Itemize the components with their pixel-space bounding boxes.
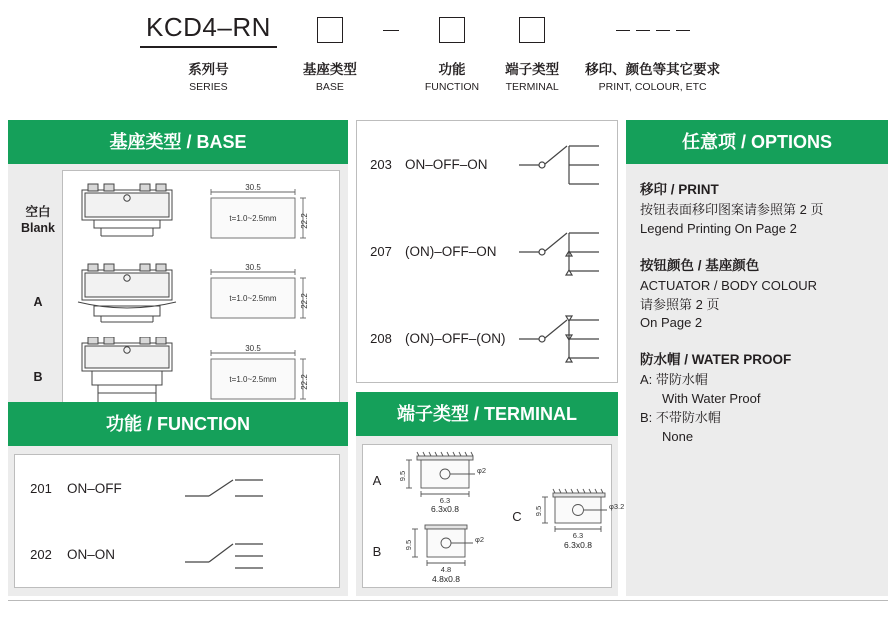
- svg-text:6.3x0.8: 6.3x0.8: [431, 503, 459, 514]
- dashes-icon: [616, 30, 690, 31]
- svg-text:22.2: 22.2: [300, 293, 309, 310]
- builder-label-en-series: SERIES: [189, 81, 228, 93]
- options-panel-title: 任意项 / OPTIONS: [626, 120, 888, 164]
- builder-label-cn-base: 基座类型: [302, 62, 357, 77]
- svg-text:φ2: φ2: [475, 534, 485, 544]
- function-table: [14, 454, 340, 588]
- terminal-box-wrap: [519, 10, 545, 50]
- base-figure-a: [63, 256, 339, 334]
- svg-text:6.3x0.8: 6.3x0.8: [564, 540, 592, 550]
- options-head-waterproof: 防水帽 / WATER PROOF: [640, 352, 792, 368]
- options-line: 按钮表面移印图案请参照第 2 页: [640, 202, 824, 217]
- function-symbol-207: [517, 223, 617, 281]
- options-line: 请参照第 2 页: [640, 296, 720, 312]
- base-drawing-blank: [67, 182, 187, 248]
- function-name-202: ON–ON: [67, 546, 116, 562]
- table-row: [15, 459, 339, 517]
- function-code-201: 201: [30, 480, 52, 496]
- builder-label-cn-options: 移印、颜色等其它要求: [585, 62, 721, 77]
- options-line: Legend Printing On Page 2: [640, 220, 797, 236]
- svg-text:t=1.0~2.5mm: t=1.0~2.5mm: [229, 374, 277, 384]
- svg-text:9.5: 9.5: [398, 470, 407, 481]
- function-name-201: ON–OFF: [67, 480, 122, 496]
- options-line: On Page 2: [640, 315, 703, 331]
- function-name-203: ON–OFF–ON: [405, 157, 488, 172]
- svg-text:30.5: 30.5: [245, 344, 261, 353]
- options-panel-body: [626, 164, 888, 596]
- series-code: KCD4–RN: [140, 12, 277, 48]
- options-head-print: 移印 / PRINT: [640, 182, 719, 197]
- options-line: A: 带防水帽: [640, 372, 708, 388]
- options-line: With Water Proof: [662, 391, 761, 407]
- terminal-panel: [356, 392, 625, 596]
- builder-cell-options: [585, 10, 720, 93]
- base-dimensions-b: [187, 345, 335, 407]
- terminal-column-ab: [363, 445, 503, 587]
- base-row-labels: [14, 170, 62, 421]
- function-symbol-201: [177, 468, 339, 508]
- terminal-letter-a: A: [372, 473, 382, 488]
- svg-text:6.3: 6.3: [439, 495, 451, 505]
- terminal-letter-b: B: [372, 544, 382, 559]
- svg-text:6.3: 6.3: [572, 531, 584, 540]
- middle-function-panel: [356, 120, 618, 383]
- builder-cell-base: [303, 10, 357, 93]
- terminal-column-c: [503, 445, 637, 587]
- options-line: None: [662, 428, 694, 444]
- table-row: [15, 525, 339, 583]
- function-panel: [8, 402, 348, 596]
- function-symbol-208: [517, 310, 617, 368]
- options-line: B: 不带防水帽: [640, 409, 721, 425]
- base-label-b: B: [33, 369, 43, 384]
- base-dimensions-blank: [187, 184, 335, 246]
- base-panel-body: [8, 164, 348, 427]
- builder-label-en-base: BASE: [315, 81, 344, 93]
- builder-label-cn-series: 系列号: [188, 62, 229, 77]
- function-code-208: 208: [370, 331, 392, 346]
- options-panel: [626, 120, 888, 596]
- svg-text:t=1.0~2.5mm: t=1.0~2.5mm: [229, 214, 277, 224]
- svg-text:4.8: 4.8: [440, 564, 452, 574]
- base-box-wrap: [317, 10, 343, 50]
- dash-wrap: [383, 10, 399, 50]
- function-box-wrap: [439, 10, 465, 50]
- function-panel-title: 功能 / FUNCTION: [8, 402, 348, 446]
- svg-text:30.5: 30.5: [245, 264, 261, 273]
- terminal-panel-body: [356, 436, 625, 596]
- terminal-drawing-b: [391, 519, 503, 585]
- svg-text:φ2: φ2: [477, 465, 487, 475]
- builder-cell-function: [425, 10, 479, 93]
- base-drawing-a: [67, 262, 187, 328]
- function-panel-body: [8, 446, 348, 596]
- checkbox-icon-base[interactable]: [317, 17, 343, 43]
- function-symbol-203: [517, 136, 617, 194]
- base-figure-blank: [63, 176, 339, 254]
- svg-text:9.5: 9.5: [404, 539, 413, 550]
- base-dimensions-a: [187, 264, 335, 326]
- series-code-wrap: [140, 10, 277, 50]
- checkbox-icon-function[interactable]: [439, 17, 465, 43]
- function-name-207: (ON)–OFF–ON: [405, 244, 497, 259]
- options-group-print: [640, 178, 874, 239]
- options-group-waterproof: [640, 348, 874, 446]
- table-row: [357, 124, 617, 206]
- base-panel: [8, 120, 348, 427]
- builder-cell-terminal: [505, 10, 559, 93]
- svg-text:22.2: 22.2: [300, 213, 309, 229]
- svg-text:30.5: 30.5: [245, 184, 261, 193]
- builder-label-cn-function: 功能: [438, 62, 466, 77]
- builder-label-en-options: PRINT, COLOUR, ETC: [598, 81, 707, 93]
- terminal-drawing-c: [531, 481, 637, 551]
- checkbox-icon-terminal[interactable]: [519, 17, 545, 43]
- base-label-blank: 空白 Blank: [20, 205, 56, 236]
- part-number-row: [140, 10, 720, 93]
- base-figures: [62, 170, 340, 421]
- terminal-panel-title: 端子类型 / TERMINAL: [356, 392, 618, 436]
- base-panel-title: 基座类型 / BASE: [8, 120, 348, 164]
- options-head-colour: 按钮颜色 / 基座颜色: [640, 257, 760, 273]
- options-line: ACTUATOR / BODY COLOUR: [640, 277, 817, 293]
- builder-label-en-terminal: TERMINAL: [505, 81, 559, 93]
- svg-text:t=1.0~2.5mm: t=1.0~2.5mm: [229, 294, 277, 304]
- base-label-a: A: [33, 295, 43, 310]
- function-code-203: 203: [370, 157, 392, 172]
- table-row: [357, 298, 617, 380]
- base-rows: [14, 170, 340, 421]
- builder-label-cn-terminal: 端子类型: [505, 62, 560, 77]
- terminal-drawing-a: [391, 448, 503, 514]
- svg-text:22.2: 22.2: [300, 374, 309, 390]
- function-name-208: (ON)–OFF–(ON): [405, 331, 506, 346]
- builder-cell-series: [140, 10, 277, 93]
- table-row: [363, 445, 503, 516]
- svg-text:φ3.2: φ3.2: [609, 502, 625, 511]
- table-row: [357, 211, 617, 293]
- dash-icon: [383, 30, 399, 31]
- options-dashes-wrap: [616, 10, 690, 50]
- function-code-207: 207: [370, 244, 392, 259]
- terminal-table: [362, 444, 625, 588]
- svg-text:9.5: 9.5: [534, 505, 543, 517]
- part-number-builder: [0, 0, 896, 108]
- svg-text:4.8x0.8: 4.8x0.8: [432, 573, 460, 584]
- builder-cell-separator: [383, 10, 399, 61]
- terminal-letter-c: C: [512, 508, 522, 524]
- table-row: [363, 516, 503, 587]
- builder-label-en-function: FUNCTION: [424, 81, 480, 93]
- function-symbol-202: [177, 532, 339, 576]
- function-code-202: 202: [30, 546, 52, 562]
- options-group-colour: [640, 254, 874, 334]
- middle-function-table: [356, 120, 618, 383]
- footer-divider: [8, 600, 888, 601]
